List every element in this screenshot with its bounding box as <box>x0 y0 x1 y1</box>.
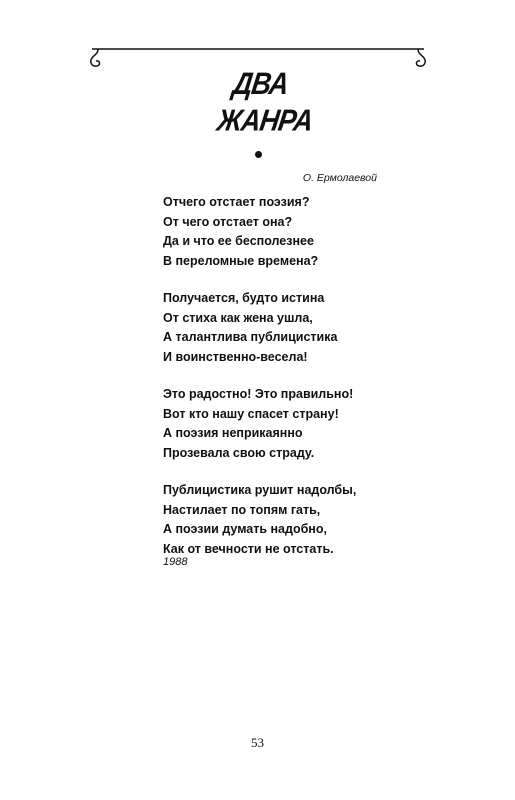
bullet-dot <box>255 151 262 158</box>
stanza <box>163 193 403 271</box>
poem-line: Получается, будто истина <box>163 291 325 305</box>
poem-line: И воинственно-весела! <box>163 349 308 364</box>
stanza <box>163 289 403 367</box>
poem-line: Прозевала свою страду. <box>163 445 315 460</box>
poem-line: Это радостно! Это правильно! <box>163 387 354 401</box>
poem-title <box>214 65 315 139</box>
poem-line: Да и что ее бесполезнее <box>163 234 314 248</box>
poem-line: От чего отстает она? <box>163 214 293 229</box>
poem-line: Публицистика рушит надолбы, <box>163 483 357 497</box>
poem-line: Настилает по топям гать, <box>163 502 321 517</box>
title-line-2: ЖАНРА <box>214 103 315 138</box>
poem-line: В переломные времена? <box>163 253 319 268</box>
poem-line: А талантлива публицистика <box>163 330 338 344</box>
poem-line: От стиха как жена ушла, <box>163 310 313 325</box>
poem-line: А поэзия неприкаянно <box>163 426 303 440</box>
title-line-1: ДВА <box>230 66 291 101</box>
stanza <box>163 481 403 559</box>
poem-line: Вот кто нашу спасет страну! <box>163 406 339 421</box>
dedication: О. Ермолаевой <box>302 172 377 184</box>
poem-line: Отчего отстает поэзия? <box>163 195 310 209</box>
page-number: 53 <box>251 735 264 750</box>
poem-line: А поэзии думать надобно, <box>163 522 327 536</box>
poem-body <box>163 193 403 577</box>
year: 1988 <box>163 556 188 568</box>
poem-line: Как от вечности не отстать. <box>163 541 334 556</box>
stanza <box>163 385 403 463</box>
